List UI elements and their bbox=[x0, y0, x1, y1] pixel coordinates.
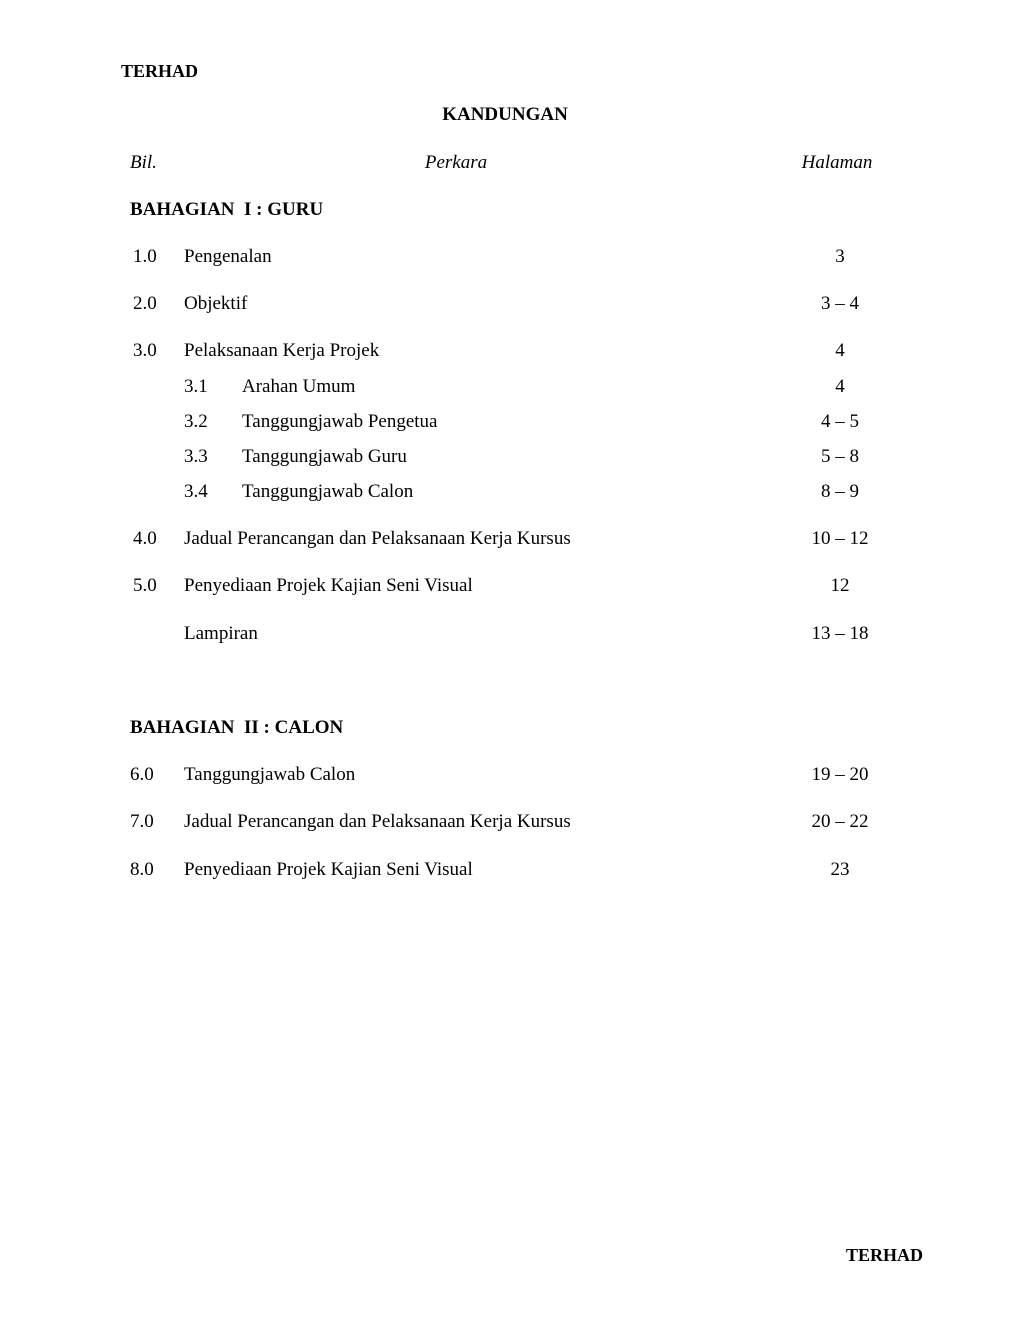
section-heading-part2: BAHAGIAN II : CALON bbox=[130, 717, 344, 738]
toc-item-number: 3.0 bbox=[133, 340, 157, 361]
toc-subitem-number: 3.1 bbox=[184, 376, 208, 397]
toc-item-page: 23 bbox=[830, 859, 850, 880]
toc-subitem-title: Tanggungjawab Pengetua bbox=[242, 411, 438, 432]
toc-item-title: Pelaksanaan Kerja Projek bbox=[184, 340, 380, 361]
toc-subitem-page: 4 bbox=[835, 376, 845, 397]
toc-item-number: 4.0 bbox=[133, 528, 157, 549]
toc-item-page: 13 – 18 bbox=[811, 623, 869, 644]
toc-item-page: 19 – 20 bbox=[811, 764, 869, 785]
toc-item-title: Pengenalan bbox=[184, 246, 272, 267]
toc-item-page: 10 – 12 bbox=[811, 528, 869, 549]
toc-item-title: Lampiran bbox=[184, 623, 258, 644]
toc-item-number: 1.0 bbox=[133, 246, 157, 267]
toc-subitem-number: 3.2 bbox=[184, 411, 208, 432]
toc-item-title: Objektif bbox=[184, 293, 248, 314]
toc-subitem-title: Arahan Umum bbox=[242, 376, 356, 397]
toc-item-number: 8.0 bbox=[130, 859, 154, 880]
toc-item-page: 4 bbox=[835, 340, 845, 361]
toc-item-number: 6.0 bbox=[130, 764, 154, 785]
column-header-perkara: Perkara bbox=[424, 152, 488, 173]
toc-item-title: Penyediaan Projek Kajian Seni Visual bbox=[184, 575, 473, 596]
toc-item-title: Penyediaan Projek Kajian Seni Visual bbox=[184, 859, 473, 880]
toc-item-page: 3 – 4 bbox=[821, 293, 859, 314]
toc-subitem-page: 5 – 8 bbox=[821, 446, 859, 467]
toc-item-number: 5.0 bbox=[133, 575, 157, 596]
toc-subitem-number: 3.4 bbox=[184, 481, 208, 502]
toc-subitem-title: Tanggungjawab Calon bbox=[242, 481, 414, 502]
section-heading-part1: BAHAGIAN I : GURU bbox=[130, 199, 324, 220]
toc-subitem-title: Tanggungjawab Guru bbox=[242, 446, 407, 467]
column-header-halaman: Halaman bbox=[801, 152, 873, 173]
toc-subitem-page: 4 – 5 bbox=[821, 411, 859, 432]
toc-item-number: 7.0 bbox=[130, 811, 154, 832]
toc-subitem-page: 8 – 9 bbox=[821, 481, 859, 502]
toc-item-page: 3 bbox=[835, 246, 845, 267]
toc-item-page: 12 bbox=[830, 575, 850, 596]
header-classification: TERHAD bbox=[121, 61, 199, 81]
toc-item-title: Jadual Perancangan dan Pelaksanaan Kerja Kursus bbox=[184, 811, 571, 832]
toc-item-title: Tanggungjawab Calon bbox=[184, 764, 356, 785]
footer-classification: TERHAD bbox=[846, 1245, 924, 1265]
toc-item-page: 20 – 22 bbox=[811, 811, 869, 832]
page-title: KANDUNGAN bbox=[442, 104, 568, 125]
toc-subitem-number: 3.3 bbox=[184, 446, 208, 467]
column-header-bil: Bil. bbox=[130, 152, 157, 173]
toc-item-title: Jadual Perancangan dan Pelaksanaan Kerja Kursus bbox=[184, 528, 571, 549]
toc-item-number: 2.0 bbox=[133, 293, 157, 314]
